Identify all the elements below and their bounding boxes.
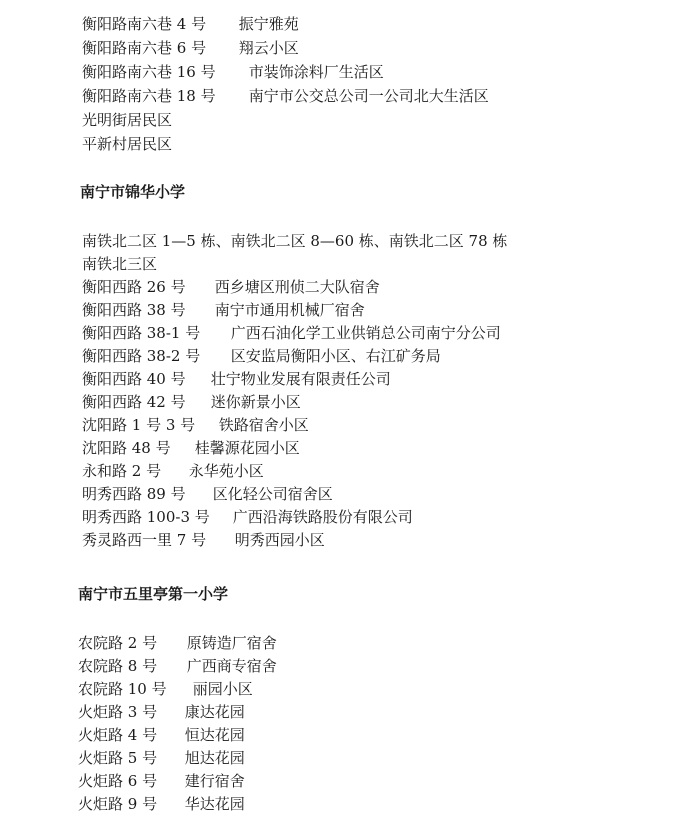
list-item	[78, 748, 245, 768]
place-text: 康达花园	[184, 703, 245, 721]
place-text: 原铸造厂宿舍	[186, 634, 277, 652]
address-text: 永和路 2 号	[82, 462, 162, 480]
list-item	[82, 392, 301, 412]
list-item	[82, 415, 309, 435]
address-text: 衡阳路南六巷 16 号	[82, 63, 216, 81]
list-item	[82, 346, 441, 366]
list-item	[78, 702, 245, 722]
address-text: 沈阳路 1 号 3 号	[82, 416, 196, 434]
place-text: 铁路宿舍小区	[218, 416, 309, 434]
place-text: 建行宿舍	[184, 772, 245, 790]
address-text: 衡阳路南六巷 6 号	[82, 39, 207, 57]
list-item	[82, 484, 333, 504]
address-text: 衡阳西路 38-2 号	[82, 347, 201, 365]
place-text: 明秀西园小区	[234, 531, 325, 549]
list-item	[82, 438, 300, 458]
address-text: 衡阳西路 38 号	[82, 301, 186, 319]
place-text: 西乡塘区刑侦二大队宿舍	[214, 278, 380, 296]
address-text: 南铁北二区 1—5 栋、南铁北二区 8—60 栋、南铁北二区 78 栋	[82, 232, 508, 250]
place-text: 广西商专宿舍	[186, 657, 277, 675]
place-text: 市装饰涂料厂生活区	[248, 63, 384, 81]
place-text: 区化轻公司宿舍区	[212, 485, 333, 503]
section-title: 南宁市五里亭第一小学	[78, 585, 229, 603]
list-item	[82, 530, 325, 550]
address-text: 农院路 8 号	[78, 657, 158, 675]
list-item	[78, 633, 277, 653]
address-text: 衡阳路南六巷 18 号	[82, 87, 216, 105]
list-item	[78, 656, 277, 676]
place-text: 南宁市公交总公司一公司北大生活区	[248, 87, 489, 105]
address-text: 秀灵路西一里 7 号	[82, 531, 207, 549]
list-item	[82, 277, 380, 297]
address-text: 农院路 10 号	[78, 680, 167, 698]
list-item	[82, 62, 384, 82]
section-title: 南宁市锦华小学	[80, 183, 186, 201]
place-text: 广西石油化学工业供销总公司南宁分公司	[230, 324, 501, 342]
address-text: 南铁北三区	[82, 255, 158, 273]
address-text: 衡阳西路 42 号	[82, 393, 186, 411]
list-item	[82, 134, 172, 154]
list-item	[82, 38, 299, 58]
place-text: 永华苑小区	[188, 462, 264, 480]
place-text: 壮宁物业发展有限责任公司	[210, 370, 391, 388]
address-text: 衡阳西路 40 号	[82, 370, 186, 388]
address-text: 平新村居民区	[82, 135, 173, 153]
address-text: 衡阳西路 26 号	[82, 278, 186, 296]
place-text: 迷你新景小区	[210, 393, 301, 411]
list-item	[82, 14, 299, 34]
list-item	[82, 507, 413, 527]
list-item	[82, 323, 501, 343]
list-item	[82, 300, 365, 320]
address-text: 火炬路 5 号	[78, 749, 158, 767]
address-text: 光明街居民区	[82, 111, 173, 129]
list-item	[82, 369, 391, 389]
list-item	[82, 254, 157, 274]
address-text: 明秀西路 100-3 号	[82, 508, 210, 526]
list-item	[82, 231, 507, 251]
place-text: 区安监局衡阳小区、右江矿务局	[230, 347, 441, 365]
address-text: 沈阳路 48 号	[82, 439, 171, 457]
address-text: 农院路 2 号	[78, 634, 158, 652]
address-text: 火炬路 4 号	[78, 726, 158, 744]
list-item	[78, 794, 245, 814]
place-text: 翔云小区	[238, 39, 299, 57]
place-text: 桂馨源花园小区	[194, 439, 300, 457]
list-item	[78, 679, 253, 699]
place-text: 南宁市通用机械厂宿舍	[214, 301, 365, 319]
address-text: 衡阳西路 38-1 号	[82, 324, 201, 342]
place-text: 振宁雅苑	[238, 15, 299, 33]
list-item	[82, 461, 264, 481]
list-item	[78, 771, 245, 791]
place-text: 旭达花园	[184, 749, 245, 767]
list-item	[82, 86, 489, 106]
address-text: 火炬路 9 号	[78, 795, 158, 813]
address-text: 衡阳路南六巷 4 号	[82, 15, 207, 33]
place-text: 丽园小区	[192, 680, 253, 698]
place-text: 华达花园	[184, 795, 245, 813]
address-text: 火炬路 3 号	[78, 703, 158, 721]
place-text: 恒达花园	[184, 726, 245, 744]
place-text: 广西沿海铁路股份有限公司	[232, 508, 413, 526]
list-item	[78, 725, 245, 745]
address-text: 明秀西路 89 号	[82, 485, 186, 503]
address-text: 火炬路 6 号	[78, 772, 158, 790]
list-item	[82, 110, 172, 130]
